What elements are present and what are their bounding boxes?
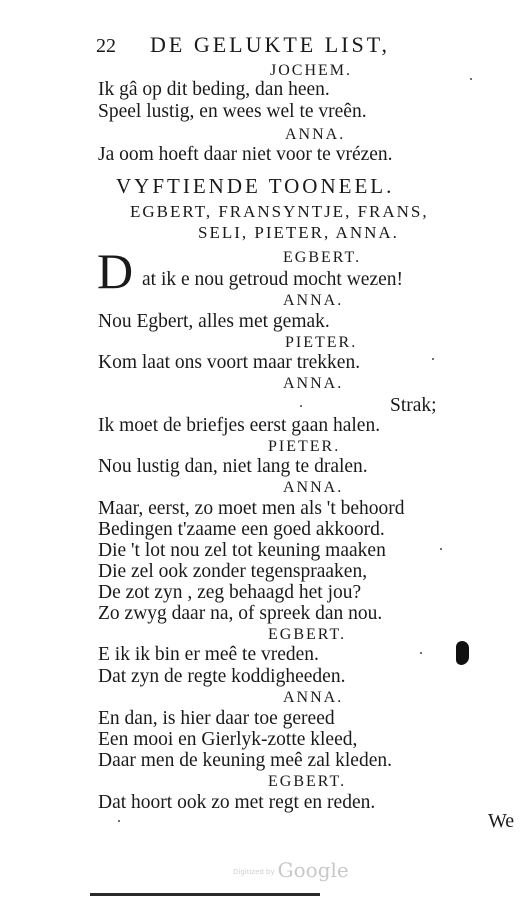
catchword: We xyxy=(488,810,515,832)
verse-line: Speel lustig, en wees wel te vreên. xyxy=(98,101,367,122)
verse-line: Dat hoort ook zo met regt en reden. xyxy=(98,792,376,813)
verse-line: Kom laat ons voort maar trekken. xyxy=(98,352,361,373)
digitized-by-text: Digitized by xyxy=(233,867,275,876)
verse-line: Ik moet de briefjes eerst gaan halen. xyxy=(98,415,381,436)
speck xyxy=(118,820,120,822)
verse-line: Ik gâ op dit beding, dan heen. xyxy=(98,79,330,100)
verse-line: Maar, eerst, zo moet men als 't behoord xyxy=(98,498,405,519)
speck xyxy=(440,548,442,550)
verse-line: Nou lustig dan, niet lang te dralen. xyxy=(98,456,368,477)
speaker-name: ANNA. xyxy=(285,126,346,143)
verse-line: Ja oom hoeft daar niet voor te vrézen. xyxy=(98,144,393,165)
speaker-name: ANNA. xyxy=(283,689,344,706)
digitization-watermark xyxy=(233,858,349,882)
google-logo-text: Google xyxy=(277,858,349,882)
speaker-name: JOCHEM. xyxy=(270,62,353,79)
verse-line: Dat zyn de regte koddigheeden. xyxy=(98,666,346,687)
verse-line: Daar men de keuning meê zal kleden. xyxy=(98,750,392,771)
scene-heading: VYFTIENDE TOONEEL. xyxy=(116,174,395,198)
verse-line: Nou Egbert, alles met gemak. xyxy=(98,311,330,332)
verse-line: Die zel ook zonder tegenspraaken, xyxy=(98,561,368,582)
speaker-name: ANNA. xyxy=(283,375,344,392)
running-title: DE GELUKTE LIST, xyxy=(150,32,391,57)
verse-line: En dan, is hier daar toe gereed xyxy=(98,708,335,729)
speck xyxy=(300,405,302,407)
verse-line: E ik ik bin er meê te vreden. xyxy=(98,644,319,665)
speaker-name: PIETER. xyxy=(285,334,358,351)
speck xyxy=(420,652,422,654)
verse-line: at ik e nou getroud mocht wezen! xyxy=(142,269,403,290)
speck xyxy=(470,78,472,80)
cast-list: SELI, PIETER, ANNA. xyxy=(198,223,399,242)
verse-line: Zo zwyg daar na, of spreek dan nou. xyxy=(98,603,383,624)
cast-list: EGBERT, FRANSYNTJE, FRANS, xyxy=(130,202,429,221)
drop-capital: D xyxy=(97,243,134,299)
speaker-name: EGBERT. xyxy=(268,773,347,790)
page-number: 22 xyxy=(96,35,116,57)
verse-line: Die 't lot nou zel tot keuning maaken xyxy=(98,540,386,561)
verse-line: Een mooi en Gierlyk-zotte kleed, xyxy=(98,729,358,750)
speaker-name: PIETER. xyxy=(268,438,341,455)
speck xyxy=(432,358,434,360)
verse-line: Strak; xyxy=(390,395,437,416)
ink-blot xyxy=(456,641,469,665)
speaker-name: EGBERT. xyxy=(268,626,347,643)
speaker-name: EGBERT. xyxy=(283,249,362,266)
speaker-name: ANNA. xyxy=(283,479,344,496)
speaker-name: ANNA. xyxy=(283,292,344,309)
verse-line: Bedingen t'zaame een goed akkoord. xyxy=(98,519,385,540)
bottom-rule xyxy=(90,893,320,896)
verse-line: De zot zyn , zeg behaagd het jou? xyxy=(98,582,362,603)
